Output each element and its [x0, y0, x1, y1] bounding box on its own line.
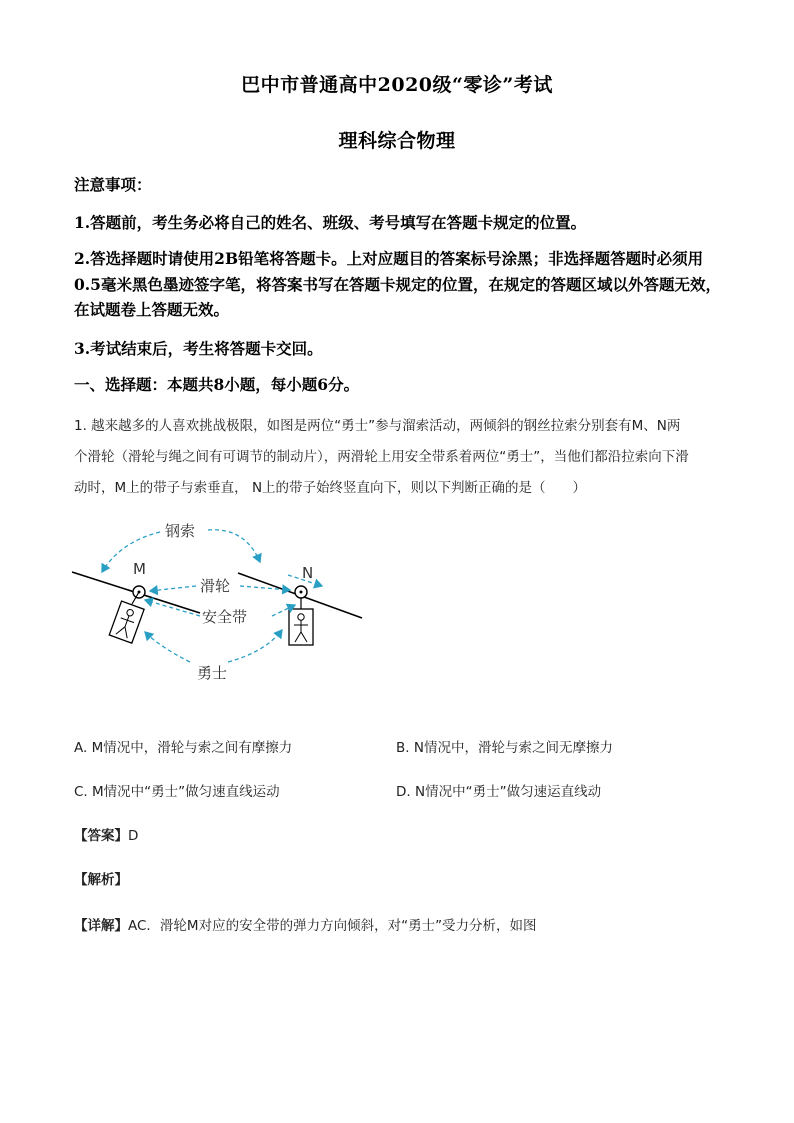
notice-item-2-line-1: 2.答选择题时请使用2B铅笔将答题卡。上对应题目的答案标号涂黑；非选择题答题时必须用: [74, 249, 704, 268]
person-m: [109, 601, 144, 643]
question-1-line-1: 1. 越来越多的人喜欢挑战极限，如图是两位“勇士”参与溜索活动，两倾斜的钢丝拉索分别套有M、N两: [74, 418, 681, 434]
question-1-line-3: 动时，M上的带子与索垂直， N上的带子始终竖直向下，则以下判断正确的是（ ）: [74, 480, 587, 496]
notice-heading: 注意事项：: [74, 175, 152, 194]
detail-line: [74, 914, 537, 934]
option-c: C. M情况中“勇士”做匀速直线运动: [74, 784, 280, 800]
label-belt: 安全带: [202, 608, 248, 626]
analysis-tag: 【解析】: [74, 872, 128, 888]
zipline-figure: [60, 512, 380, 692]
notice-item-1: 1.答题前，考生务必将自己的姓名、班级、考号填写在答题卡规定的位置。: [74, 213, 587, 232]
exam-subtitle: 理科综合物理: [338, 130, 456, 152]
person-n: [289, 609, 313, 645]
notice-item-2-line-2: 0.5毫米黑色墨迹签字笔，将答案书写在答题卡规定的位置，在规定的答题区域以外答题无效，: [74, 275, 721, 294]
label-n: N: [302, 564, 314, 582]
label-cable: 钢索: [165, 522, 196, 540]
answer-tag: 【答案】: [74, 828, 128, 844]
notice-item-2-line-3: 在试题卷上答题无效。: [74, 300, 230, 319]
option-b: B. N情况中，滑轮与索之间无摩擦力: [396, 740, 613, 756]
label-pulley: 滑轮: [200, 577, 231, 595]
detail-text: AC．滑轮M对应的安全带的弹力方向倾斜，对“勇士”受力分析，如图: [128, 918, 537, 934]
answer-line: [74, 824, 138, 844]
label-person: 勇士: [197, 664, 228, 682]
exam-title: 巴中市普通高中2020级“零诊”考试: [241, 74, 553, 96]
analysis-line: [74, 868, 128, 888]
answer-value: D: [128, 828, 139, 844]
option-d: D. N情况中“勇士”做匀速运直线动: [396, 784, 602, 800]
notice-item-3: 3.考试结束后，考生将答题卡交回。: [74, 339, 323, 358]
question-1-line-2: 个滑轮（滑轮与绳之间有可调节的制动片），两滑轮上用安全带系着两位“勇士”，当他们都沿拉索向下滑: [74, 449, 689, 465]
label-m: M: [133, 560, 146, 578]
option-a: A. M情况中，滑轮与索之间有摩擦力: [74, 740, 293, 756]
detail-tag: 【详解】: [74, 918, 128, 934]
section-heading: 一、选择题：本题共8小题，每小题6分。: [74, 375, 360, 394]
